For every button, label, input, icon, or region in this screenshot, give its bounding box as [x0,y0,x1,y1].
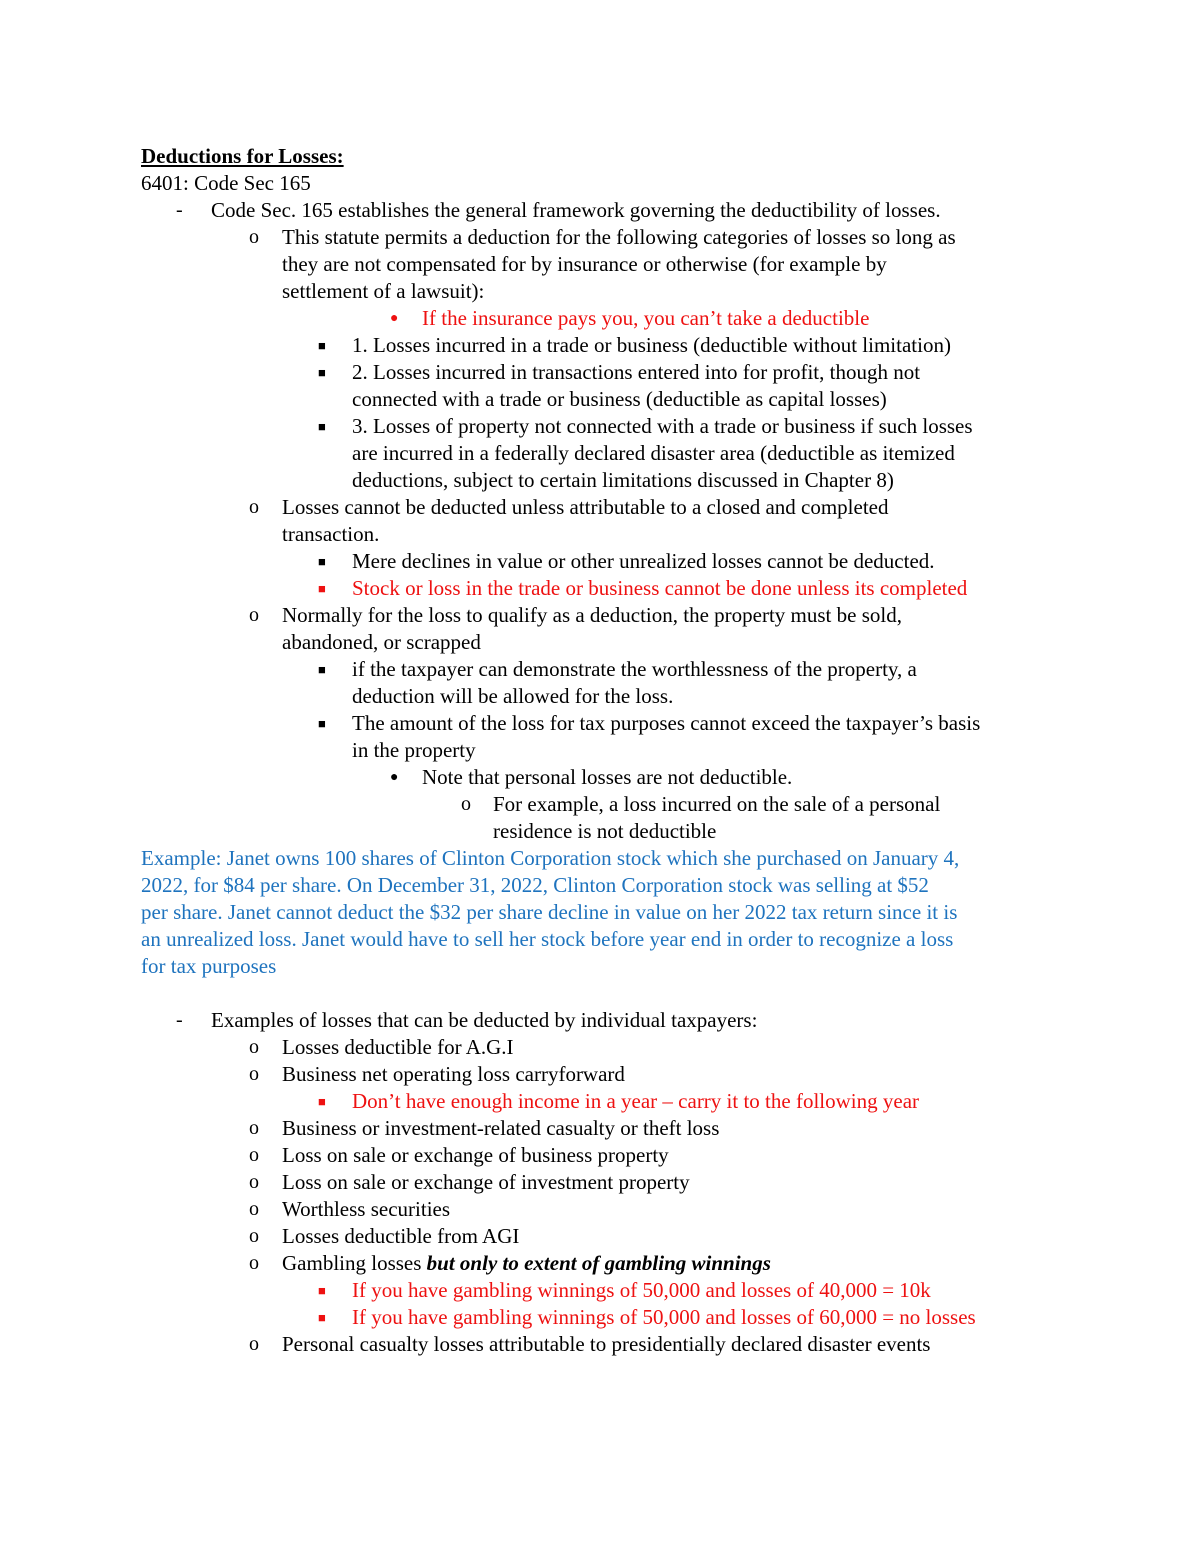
list-item [141,1223,1071,1250]
circle-bullet-icon: o [249,496,259,518]
list-text: deduction will be allowed for the loss. [352,684,674,708]
list-text: in the property [352,738,476,762]
list-item [141,764,1071,791]
list-item [141,413,1071,440]
list-text: If you have gambling winnings of 50,000 and losses of 60,000 = no losses [352,1305,976,1329]
list-text-continued [141,251,1071,278]
example-line: Example: Janet owns 100 shares of Clinton Corporation stock which she purchased on January 4, [141,846,960,870]
list-item [141,359,1071,386]
circle-bullet-icon: o [249,1144,259,1166]
list-text-continued [141,683,1071,710]
list-text: Loss on sale or exchange of business property [282,1143,669,1167]
list-item [141,197,1071,224]
list-text [282,1250,771,1277]
square-bullet-icon: ■ [318,581,326,596]
circle-bullet-icon: o [249,1252,259,1274]
list-item [141,305,1071,332]
list-text: settlement of a lawsuit): [282,279,485,303]
list-text-continued [141,440,1071,467]
section-ref: 6401: Code Sec 165 [141,171,311,195]
list-item [141,1142,1071,1169]
list-text: 1. Losses incurred in a trade or business (deductible without limitation) [352,333,951,357]
list-item [141,494,1071,521]
list-item [141,224,1071,251]
list-text-continued [141,521,1071,548]
list-text: 2. Losses incurred in transactions entered into for profit, though not [352,360,921,384]
list-item [141,1169,1071,1196]
list-item [141,332,1071,359]
dash-marker: - [176,1009,183,1031]
square-bullet-icon: ■ [318,419,326,434]
list-text: if the taxpayer can demonstrate the worthlessness of the property, a [352,657,917,681]
list-text: deductions, subject to certain limitations discussed in Chapter 8) [352,468,894,492]
list-text-continued [141,629,1071,656]
list-text: Losses deductible from AGI [282,1224,520,1248]
square-bullet-icon: ■ [318,716,326,731]
gambling-prefix: Gambling losses [282,1251,427,1275]
list-text: they are not compensated for by insurance or otherwise (for example by [282,252,887,276]
dot-bullet-icon: ● [390,770,399,785]
list-text: Losses deductible for A.G.I [282,1035,514,1059]
title-text: Deductions for Losses: [141,144,344,168]
list-item [141,1277,1071,1304]
blank-line [141,980,1071,1007]
list-text-continued [141,818,1071,845]
list-text-continued [141,467,1071,494]
list-text: For example, a loss incurred on the sale of a personal [493,792,941,816]
example-line: per share. Janet cannot deduct the $32 per share decline in value on her 2022 tax return since it is [141,900,958,924]
list-text: Worthless securities [282,1197,451,1221]
square-bullet-icon: ■ [318,1283,326,1298]
list-item [141,575,1071,602]
square-bullet-icon: ■ [318,554,326,569]
list-item [141,1088,1071,1115]
list-item [141,656,1071,683]
list-item [141,1007,1071,1034]
circle-bullet-icon: o [461,793,471,815]
list-item [141,791,1071,818]
list-text: Examples of losses that can be deducted by individual taxpayers: [211,1008,758,1032]
list-text: Personal casualty losses attributable to presidentially declared disaster events [282,1332,931,1356]
list-item [141,1250,1071,1277]
list-text: 3. Losses of property not connected with a trade or business if such losses [352,414,973,438]
list-item [141,602,1071,629]
list-text: transaction. [282,522,380,546]
list-item [141,1196,1071,1223]
dash-marker: - [176,199,183,221]
circle-bullet-icon: o [249,1036,259,1058]
list-text-continued [141,386,1071,413]
list-text: The amount of the loss for tax purposes cannot exceed the taxpayer’s basis [352,711,981,735]
list-text: If you have gambling winnings of 50,000 and losses of 40,000 = 10k [352,1278,931,1302]
list-item [141,710,1071,737]
list-text: abandoned, or scrapped [282,630,481,654]
list-text-continued [141,737,1071,764]
list-text: Stock or loss in the trade or business cannot be done unless its completed [352,576,968,600]
list-text: Code Sec. 165 establishes the general framework governing the deductibility of losses. [211,198,941,222]
list-text: This statute permits a deduction for the following categories of losses so long as [282,225,956,249]
document-body [141,143,1071,1358]
circle-bullet-icon: o [249,1225,259,1247]
example-line: for tax purposes [141,954,277,978]
circle-bullet-icon: o [249,1198,259,1220]
list-text: connected with a trade or business (deductible as capital losses) [352,387,887,411]
square-bullet-icon: ■ [318,338,326,353]
list-text: Business or investment-related casualty or theft loss [282,1116,720,1140]
circle-bullet-icon: o [249,226,259,248]
list-item [141,1331,1071,1358]
list-text: Don’t have enough income in a year – carry it to the following year [352,1089,920,1113]
list-text-continued [141,278,1071,305]
dot-bullet-icon: ● [390,311,399,326]
list-text: residence is not deductible [493,819,717,843]
square-bullet-icon: ■ [318,662,326,677]
example-paragraph [141,845,1071,980]
list-text: are incurred in a federally declared disaster area (deductible as itemized [352,441,955,465]
list-text: Loss on sale or exchange of investment property [282,1170,690,1194]
list-item [141,1115,1071,1142]
list-item [141,548,1071,575]
page-title [141,143,1071,170]
list-text: Business net operating loss carryforward [282,1062,625,1086]
list-item [141,1061,1071,1088]
list-text: If the insurance pays you, you can’t take a deductible [422,306,870,330]
list-text: Mere declines in value or other unrealized losses cannot be deducted. [352,549,935,573]
circle-bullet-icon: o [249,1063,259,1085]
circle-bullet-icon: o [249,604,259,626]
list-item [141,1034,1071,1061]
square-bullet-icon: ■ [318,365,326,380]
list-text: Note that personal losses are not deductible. [422,765,793,789]
list-text: Losses cannot be deducted unless attributable to a closed and completed [282,495,889,519]
circle-bullet-icon: o [249,1333,259,1355]
square-bullet-icon: ■ [318,1094,326,1109]
gambling-emphasis: but only to extent of gambling winnings [426,1251,771,1275]
circle-bullet-icon: o [249,1117,259,1139]
square-bullet-icon: ■ [318,1310,326,1325]
example-line: an unrealized loss. Janet would have to sell her stock before year end in order to recognize a loss [141,927,954,951]
list-text: Normally for the loss to qualify as a deduction, the property must be sold, [282,603,902,627]
list-item [141,1304,1071,1331]
example-line: 2022, for $84 per share. On December 31, 2022, Clinton Corporation stock was selling at $52 [141,873,929,897]
circle-bullet-icon: o [249,1171,259,1193]
